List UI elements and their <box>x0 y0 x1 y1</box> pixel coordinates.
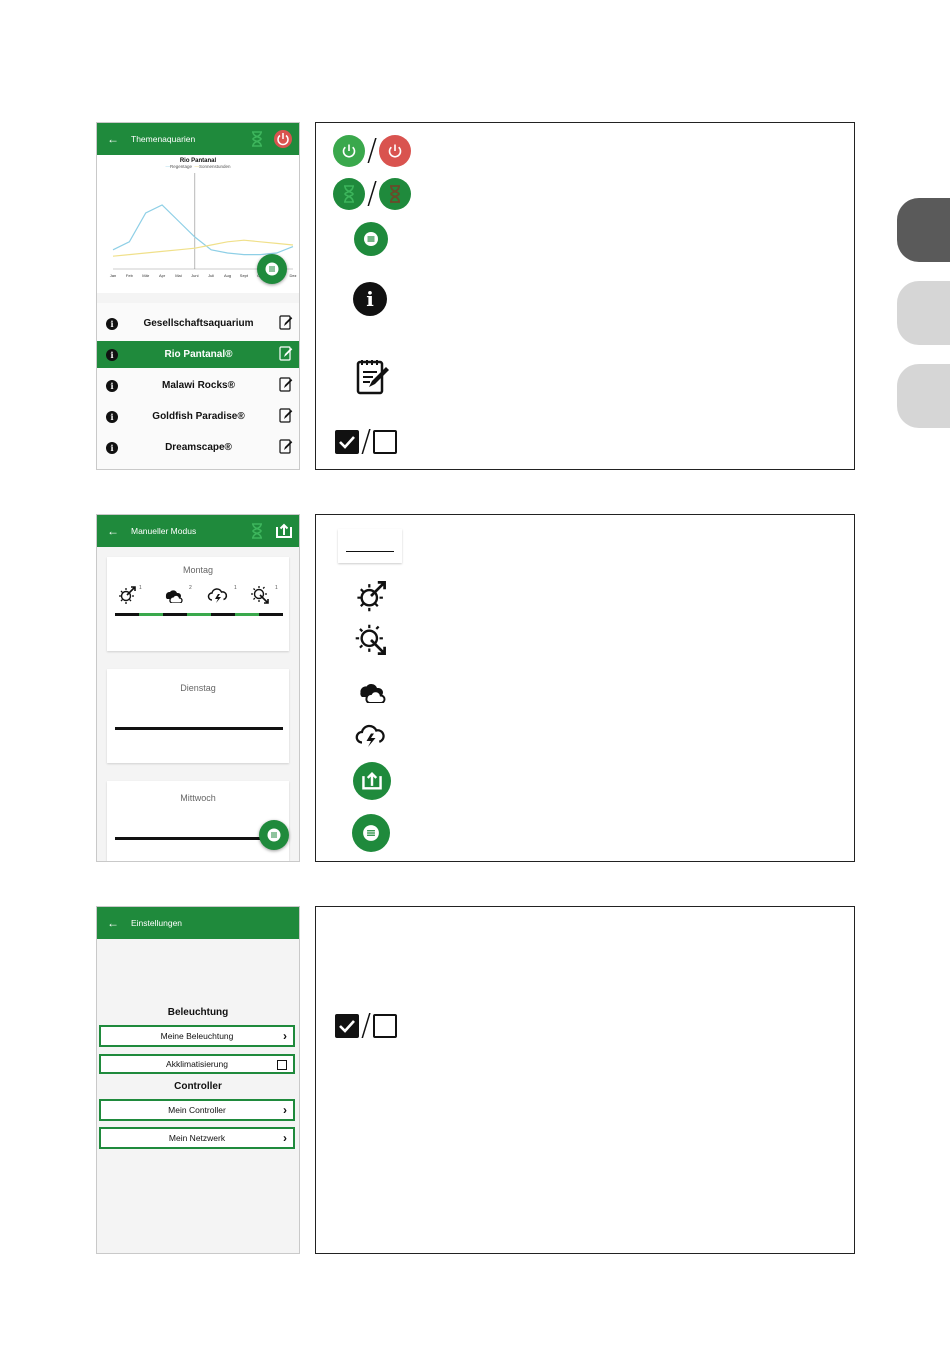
day-card-montag[interactable] <box>107 557 289 651</box>
edit-icon[interactable] <box>279 438 293 457</box>
slash-separator: / <box>361 424 372 459</box>
button-label: Meine Beleuchtung <box>160 1031 234 1041</box>
app-bar <box>97 907 299 939</box>
chevron-right-icon: › <box>283 1029 287 1043</box>
sunrise-icon <box>117 585 137 610</box>
screen-themenaquarien <box>96 122 300 470</box>
edit-icon[interactable] <box>279 314 293 333</box>
x-tick-label: Aug <box>223 273 232 278</box>
aquarium-row[interactable] <box>97 310 299 337</box>
phase-count: 2 <box>189 585 192 591</box>
day-label: Montag <box>182 565 214 575</box>
aquarium-name: Rio Pantanal® <box>164 349 233 360</box>
chevron-right-icon: › <box>283 1131 287 1145</box>
slash-separator: / <box>367 133 378 168</box>
day-card-dienstag[interactable] <box>107 669 289 763</box>
aquarium-name: Goldfish Paradise® <box>152 411 245 422</box>
legend-series-2: Sonnenstunden <box>199 164 231 169</box>
app-bar <box>97 515 299 547</box>
info-icon[interactable]: i <box>106 349 118 361</box>
checkbox-icon[interactable] <box>277 1060 287 1070</box>
cloud-icon <box>354 679 388 708</box>
chart-legend: —Regentage —Sonnenstunden <box>165 164 231 169</box>
checkbox-checked-icon <box>335 430 359 454</box>
day-card-mittwoch[interactable] <box>107 781 289 862</box>
button-label: Mein Controller <box>168 1105 226 1115</box>
phase-count: 1 <box>234 585 237 591</box>
power-off-icon[interactable] <box>273 129 293 154</box>
back-arrow-icon[interactable]: ← <box>107 132 119 146</box>
power-off-icon <box>379 135 411 167</box>
timeline-bar <box>115 613 283 616</box>
legend-series-1: Regentage <box>169 164 192 169</box>
info-icon[interactable]: i <box>106 442 118 454</box>
day-label: Dienstag <box>180 683 216 693</box>
my-controller-button[interactable] <box>99 1099 295 1121</box>
edit-icon <box>355 357 391 402</box>
my-lighting-button[interactable] <box>99 1025 295 1047</box>
checkbox-legend <box>335 424 397 459</box>
day-label: Mittwoch <box>180 793 216 803</box>
chevron-right-icon: › <box>283 1103 287 1117</box>
timer-legend <box>333 178 411 210</box>
x-tick-label: Feb <box>125 273 133 278</box>
phase-count: 1 <box>139 585 142 591</box>
menu-fab-button[interactable] <box>257 254 287 284</box>
timer-inactive-icon <box>379 178 411 210</box>
x-tick-label: Juni <box>191 273 199 278</box>
timeline-bar <box>115 727 283 730</box>
legend-panel-1 <box>315 122 855 470</box>
info-icon: i <box>353 282 387 316</box>
button-label: Mein Netzwerk <box>168 1133 226 1143</box>
x-tick-label: Jan <box>109 273 117 278</box>
aquarium-row[interactable] <box>97 341 299 368</box>
x-tick-label: Mai <box>175 273 182 278</box>
screen-manueller-modus <box>96 514 300 862</box>
phase-icons <box>107 585 289 607</box>
app-bar <box>97 123 299 155</box>
screen-title: Einstellungen <box>131 918 183 928</box>
menu-icon <box>352 814 390 852</box>
chapter-tab[interactable] <box>897 281 950 345</box>
power-on-icon <box>333 135 365 167</box>
x-tick-label: Juli <box>208 273 215 278</box>
hourglass-icon[interactable] <box>251 131 263 152</box>
aquarium-row[interactable] <box>97 434 299 461</box>
button-label: Akklimatisierung <box>166 1059 228 1069</box>
my-network-button[interactable] <box>99 1127 295 1149</box>
legend-panel-2 <box>315 514 855 862</box>
cloud-icon <box>162 587 184 608</box>
aquarium-list <box>97 303 299 469</box>
aquarium-row[interactable] <box>97 403 299 430</box>
menu-icon <box>354 222 388 256</box>
edit-icon[interactable] <box>279 407 293 426</box>
section-heading-lighting: Beleuchtung <box>167 1007 229 1018</box>
aquarium-name: Gesellschaftsaquarium <box>143 318 254 329</box>
chapter-tab-active[interactable] <box>897 198 950 262</box>
edit-icon[interactable] <box>279 345 293 364</box>
legend-panel-3 <box>315 906 855 1254</box>
timer-active-icon <box>333 178 365 210</box>
phase-count: 1 <box>275 585 278 591</box>
info-icon[interactable]: i <box>106 380 118 392</box>
chart-title: Rio Pantanal <box>179 158 217 164</box>
slash-separator: / <box>361 1008 372 1043</box>
checkbox-checked-icon <box>335 1014 359 1038</box>
aquarium-name: Dreamscape® <box>165 442 232 453</box>
section-heading-controller: Controller <box>174 1081 222 1092</box>
sunset-icon <box>354 623 388 662</box>
day-card-thumbnail <box>338 529 402 563</box>
info-icon[interactable]: i <box>106 411 118 423</box>
x-tick-label: Sept <box>239 273 249 278</box>
back-arrow-icon[interactable]: ← <box>107 524 119 538</box>
hourglass-icon[interactable] <box>251 523 263 544</box>
screen-title: Themenaquarien <box>131 134 196 144</box>
thunderstorm-icon <box>207 587 229 608</box>
upload-icon <box>353 762 391 800</box>
x-tick-label: Dez <box>289 273 297 278</box>
checkbox-legend <box>335 1008 397 1043</box>
acclimatization-toggle[interactable] <box>99 1054 295 1074</box>
upload-icon[interactable] <box>275 523 293 544</box>
checkbox-unchecked-icon <box>373 1014 397 1038</box>
power-legend <box>333 135 411 167</box>
menu-fab-button[interactable] <box>259 820 289 850</box>
back-arrow-icon[interactable]: ← <box>107 916 119 930</box>
screen-einstellungen <box>96 906 300 1254</box>
checkbox-unchecked-icon <box>373 430 397 454</box>
aquarium-name: Malawi Rocks® <box>162 380 235 391</box>
timeline-bar <box>115 837 265 840</box>
info-icon[interactable]: i <box>106 318 118 330</box>
screen-title: Manueller Modus <box>131 526 197 536</box>
aquarium-row[interactable] <box>97 372 299 399</box>
sunrise-icon <box>354 579 388 618</box>
edit-icon[interactable] <box>279 376 293 395</box>
chapter-tab[interactable] <box>897 364 950 428</box>
thunderstorm-icon <box>354 723 388 752</box>
x-tick-label: Mär <box>142 273 150 278</box>
slash-separator: / <box>367 176 378 211</box>
x-tick-label: Apr <box>158 273 166 278</box>
sunset-icon <box>250 585 270 610</box>
